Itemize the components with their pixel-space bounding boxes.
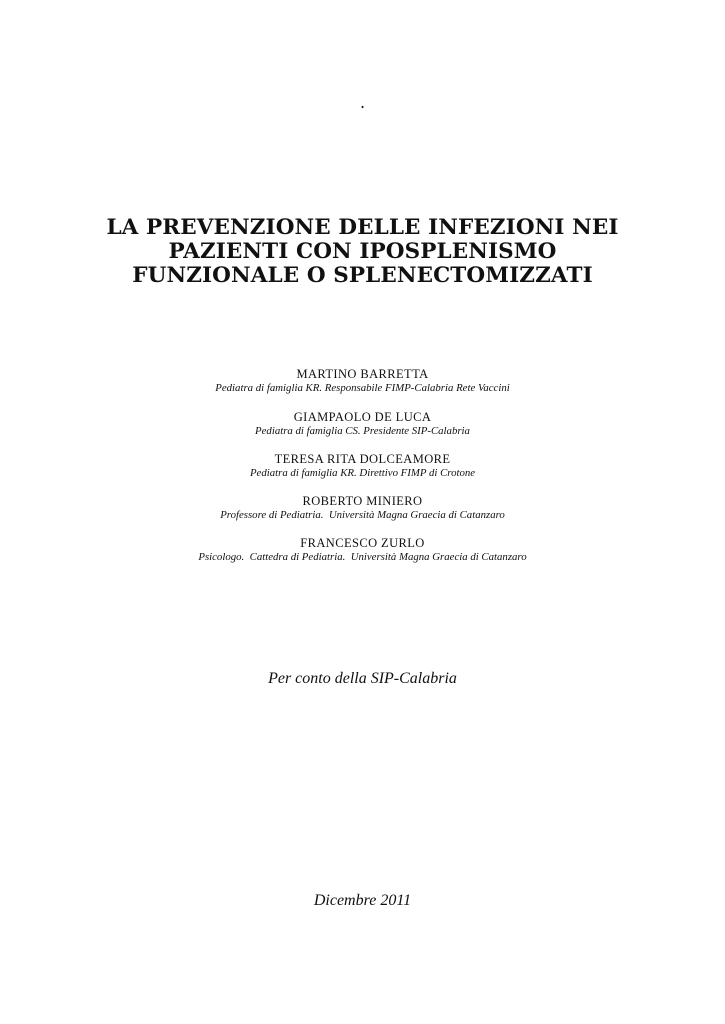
author-affiliation-zurlo: Psicologo. Cattedra di Pediatria. Università Magna Graecia di Catanzaro: [198, 551, 527, 563]
author-name-barretta: MARTINO BARRETTA: [296, 367, 429, 381]
author-name-dolceamore: TERESA RITA DOLCEAMORE: [274, 452, 451, 466]
author-affiliation-dolceamore: Pediatra di famiglia KR. Direttivo FIMP di Crotone: [249, 467, 476, 479]
on-behalf-of: Per conto della SIP-Calabria: [268, 670, 457, 687]
title-line-3: FUNZIONALE O SPLENECTOMIZZATI: [132, 263, 593, 288]
author-affiliation-barretta: Pediatra di famiglia KR. Responsabile FIMP-Calabria Rete Vaccini: [215, 382, 510, 394]
header-mark: .: [359, 93, 366, 112]
author-name-de-luca: GIAMPAOLO DE LUCA: [293, 410, 432, 424]
author-name-zurlo: FRANCESCO ZURLO: [300, 536, 425, 550]
title-line-1: LA PREVENZIONE DELLE INFEZIONI NEI: [106, 215, 619, 240]
title-line-2: PAZIENTI CON IPOSPLENISMO: [168, 239, 557, 264]
publication-date: Dicembre 2011: [313, 892, 412, 909]
author-affiliation-miniero: Professore di Pediatria. Università Magna Graecia di Catanzaro: [220, 509, 505, 521]
author-name-miniero: ROBERTO MINIERO: [302, 494, 423, 508]
author-affiliation-de-luca: Pediatra di famiglia CS. Presidente SIP-Calabria: [255, 425, 470, 437]
